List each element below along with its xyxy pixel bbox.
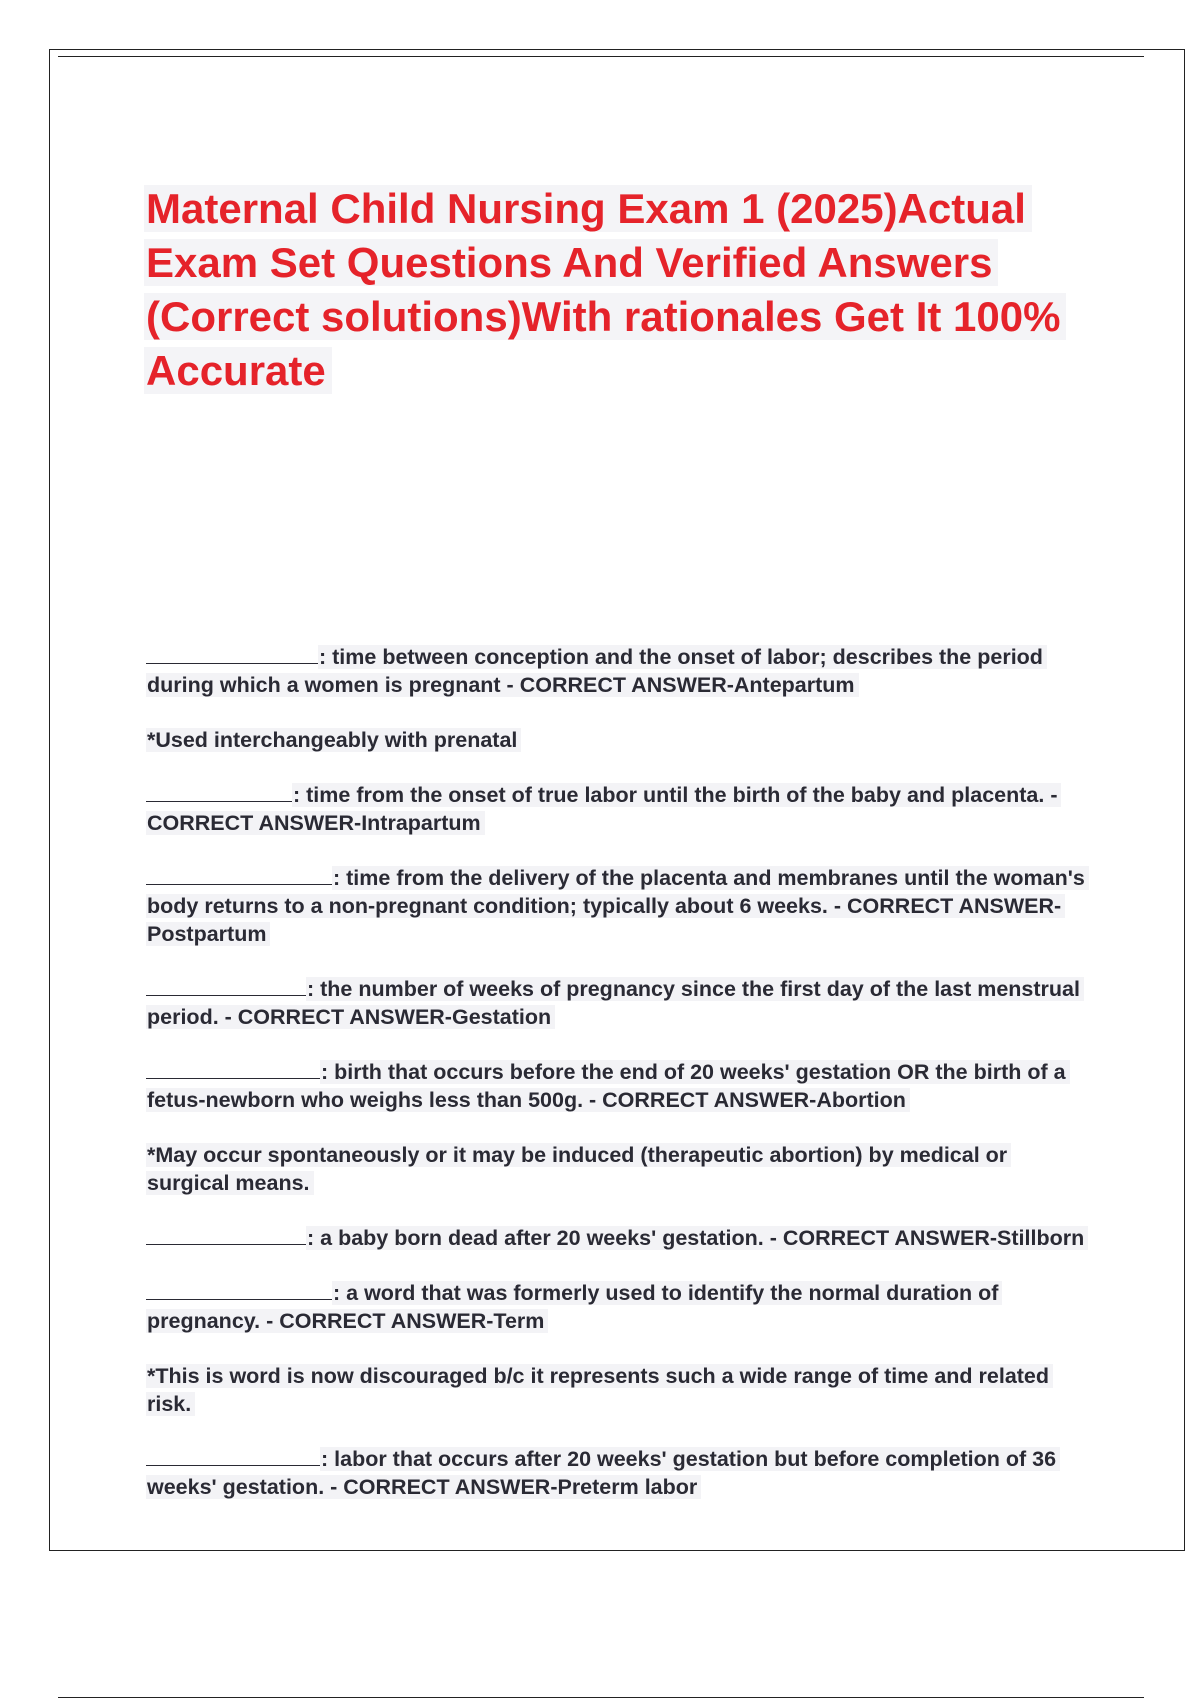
- answer-blank: [146, 1279, 332, 1300]
- answer-blank: [146, 781, 292, 802]
- note-prenatal: [146, 726, 1091, 754]
- question-list: [146, 643, 1091, 1528]
- note-abortion: [146, 1141, 1091, 1197]
- document-title: [144, 182, 1084, 398]
- question-antepartum: [146, 643, 1091, 699]
- question-text: : time from the onset of true labor until the birth of the baby and placenta. - CORRECT ANSWER-Intrapartum: [146, 783, 1061, 835]
- question-abortion: [146, 1058, 1091, 1114]
- question-text: : a word that was formerly used to identify the normal duration of pregnancy. - CORRECT ANSWER-Term: [146, 1281, 1002, 1333]
- answer-blank: [146, 1445, 320, 1466]
- question-text: : the number of weeks of pregnancy since the first day of the last menstrual period. - CORRECT ANSWER-Gestation: [146, 977, 1084, 1029]
- answer-blank: [146, 1224, 306, 1245]
- answer-blank: [146, 864, 332, 885]
- question-text: : labor that occurs after 20 weeks' gestation but before completion of 36 weeks' gestation. - CORRECT ANSWER-Preterm labor: [146, 1447, 1060, 1499]
- answer-blank: [146, 643, 318, 664]
- question-term: [146, 1279, 1091, 1335]
- note-text: *May occur spontaneously or it may be induced (therapeutic abortion) by medical or surgical means.: [146, 1143, 1011, 1195]
- answer-blank: [146, 1058, 320, 1079]
- question-text: : time between conception and the onset of labor; describes the period during which a women is pregnant - CORRECT ANSWER-Antepartum: [146, 645, 1047, 697]
- top-rule: [58, 56, 1144, 57]
- answer-blank: [146, 975, 306, 996]
- question-intrapartum: [146, 781, 1091, 837]
- question-text: : a baby born dead after 20 weeks' gestation. - CORRECT ANSWER-Stillborn: [306, 1226, 1088, 1250]
- document-title-text: Maternal Child Nursing Exam 1 (2025)Actual Exam Set Questions And Verified Answers (Correct solutions)With rationales Get It 100% Accurate: [144, 185, 1066, 394]
- question-preterm-labor: [146, 1445, 1091, 1501]
- note-term: [146, 1362, 1091, 1418]
- question-gestation: [146, 975, 1091, 1031]
- note-text: *This is word is now discouraged b/c it represents such a wide range of time and related risk.: [146, 1364, 1053, 1416]
- question-postpartum: [146, 864, 1091, 948]
- question-text: : time from the delivery of the placenta and membranes until the woman's body returns to a non-pregnant condition; typically about 6 weeks. - CORRECT ANSWER-Postpartum: [146, 866, 1089, 946]
- question-stillborn: [146, 1224, 1091, 1252]
- bottom-rule: [58, 1697, 1144, 1698]
- note-text: *Used interchangeably with prenatal: [146, 728, 521, 752]
- question-text: : birth that occurs before the end of 20 weeks' gestation OR the birth of a fetus-newborn who weighs less than 500g. - CORRECT ANSWER-Abortion: [146, 1060, 1070, 1112]
